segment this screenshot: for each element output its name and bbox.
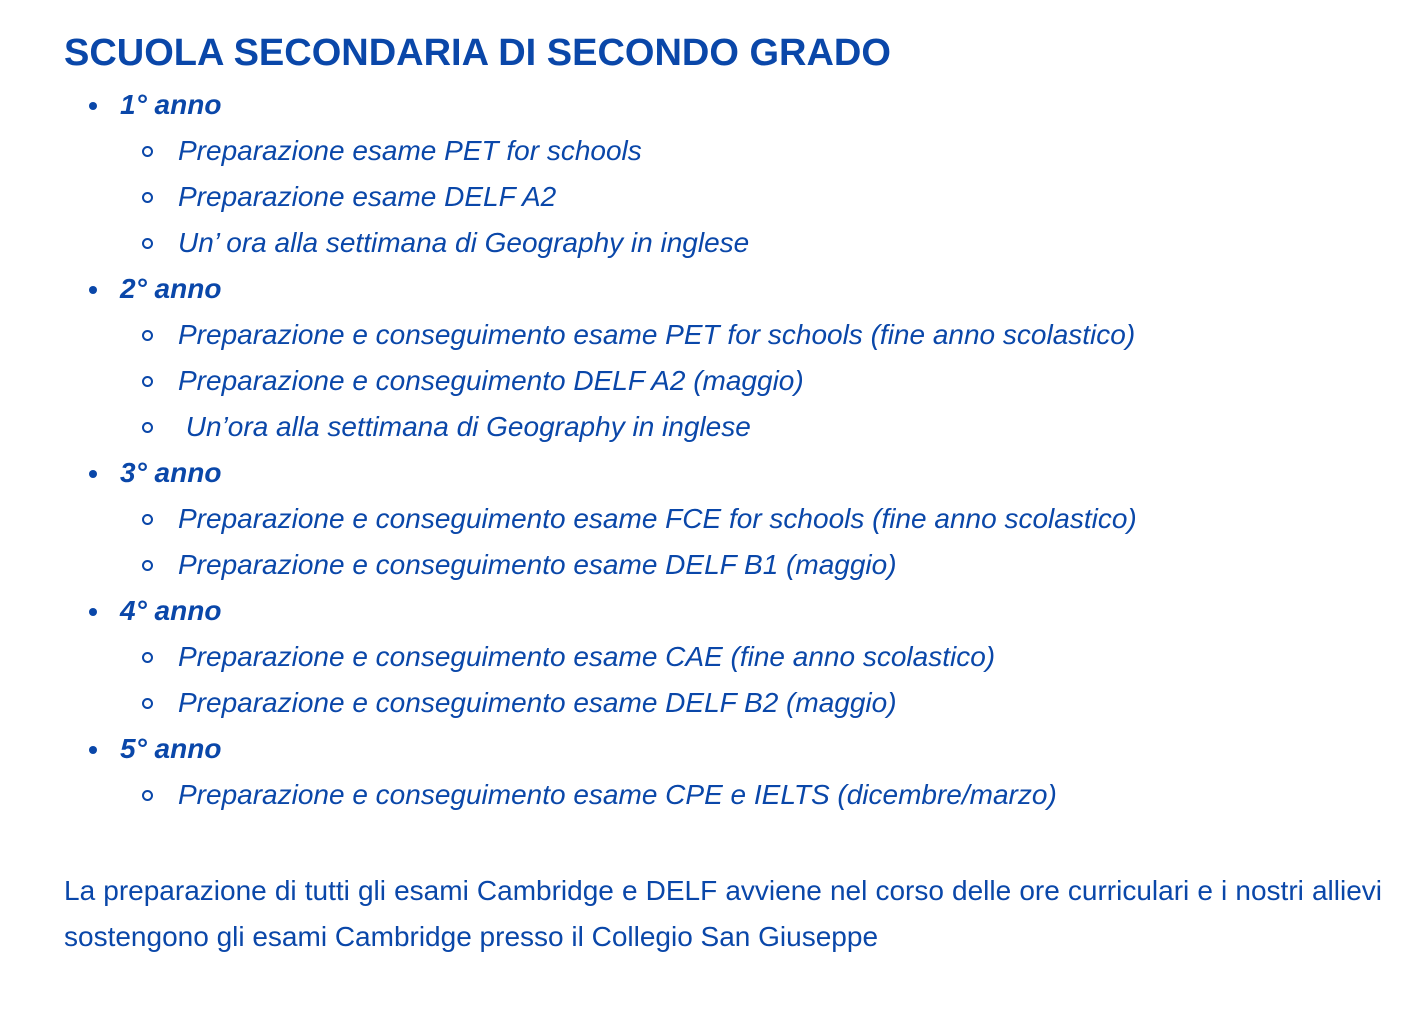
sublist-item [120, 772, 1382, 818]
bullet-circle-icon [142, 560, 153, 571]
year-sublist [120, 312, 1382, 450]
sublist-item-text: Preparazione e conseguimento esame CAE (fine anno scolastico) [178, 641, 996, 672]
sublist-item [120, 128, 1382, 174]
bullet-circle-icon [142, 376, 153, 387]
bullet-circle-icon [142, 422, 153, 433]
bullet-circle-icon [142, 652, 153, 663]
year-item [64, 82, 1382, 266]
bullet-disc-icon [89, 746, 97, 754]
sublist-item-text: Preparazione e conseguimento esame FCE for schools (fine anno scolastico) [178, 503, 1137, 534]
page-title: SCUOLA SECONDARIA DI SECONDO GRADO [64, 32, 891, 74]
bullet-circle-icon [142, 698, 153, 709]
year-label: 3° anno [120, 457, 222, 488]
year-label: 5° anno [120, 733, 222, 764]
bullet-disc-icon [89, 608, 97, 616]
year-item [64, 588, 1382, 726]
year-label: 2° anno [120, 273, 222, 304]
sublist-item [120, 496, 1382, 542]
bullet-disc-icon [89, 102, 97, 110]
sublist-item [120, 220, 1382, 266]
year-sublist [120, 128, 1382, 266]
bullet-circle-icon [142, 146, 153, 157]
year-item [64, 726, 1382, 818]
sublist-item [120, 542, 1382, 588]
sublist-item-text: Preparazione e conseguimento esame PET for schools (fine anno scolastico) [178, 319, 1136, 350]
year-label: 4° anno [120, 595, 222, 626]
sublist-item-text: Preparazione e conseguimento esame CPE e IELTS (dicembre/marzo) [178, 779, 1057, 810]
sublist-item-text: Preparazione e conseguimento DELF A2 (maggio) [178, 365, 804, 396]
sublist-item [120, 634, 1382, 680]
bullet-disc-icon [89, 286, 97, 294]
year-item [64, 450, 1382, 588]
year-sublist [120, 772, 1382, 818]
year-sublist [120, 634, 1382, 726]
info-paragraph: La preparazione di tutti gli esami Cambridge e DELF avviene nel corso delle ore curriculari e i nostri allievi sostengono gli esami Cambridge presso il Collegio San Giuseppe [64, 875, 1382, 952]
bullet-circle-icon [142, 514, 153, 525]
bullet-circle-icon [142, 330, 153, 341]
bullet-circle-icon [142, 192, 153, 203]
sublist-item-text: Un’ ora alla settimana di Geography in inglese [178, 227, 750, 258]
bullet-circle-icon [142, 238, 153, 249]
sublist-item [120, 680, 1382, 726]
sublist-item-text: Preparazione esame PET for schools [178, 135, 642, 166]
content-area [64, 28, 1382, 960]
sublist-item-text: Preparazione e conseguimento esame DELF B1 (maggio) [178, 549, 897, 580]
year-sublist [120, 496, 1382, 588]
bullet-disc-icon [89, 470, 97, 478]
year-label: 1° anno [120, 89, 222, 120]
bullet-circle-icon [142, 790, 153, 801]
sublist-item-text: Preparazione esame DELF A2 [178, 181, 557, 212]
sublist-item [120, 174, 1382, 220]
year-list [64, 82, 1382, 818]
sublist-item [120, 404, 1382, 450]
sublist-item-text: Preparazione e conseguimento esame DELF B2 (maggio) [178, 687, 897, 718]
year-item [64, 266, 1382, 450]
sublist-item [120, 312, 1382, 358]
sublist-item [120, 358, 1382, 404]
sublist-item-text: Un’ora alla settimana di Geography in inglese [178, 411, 751, 442]
